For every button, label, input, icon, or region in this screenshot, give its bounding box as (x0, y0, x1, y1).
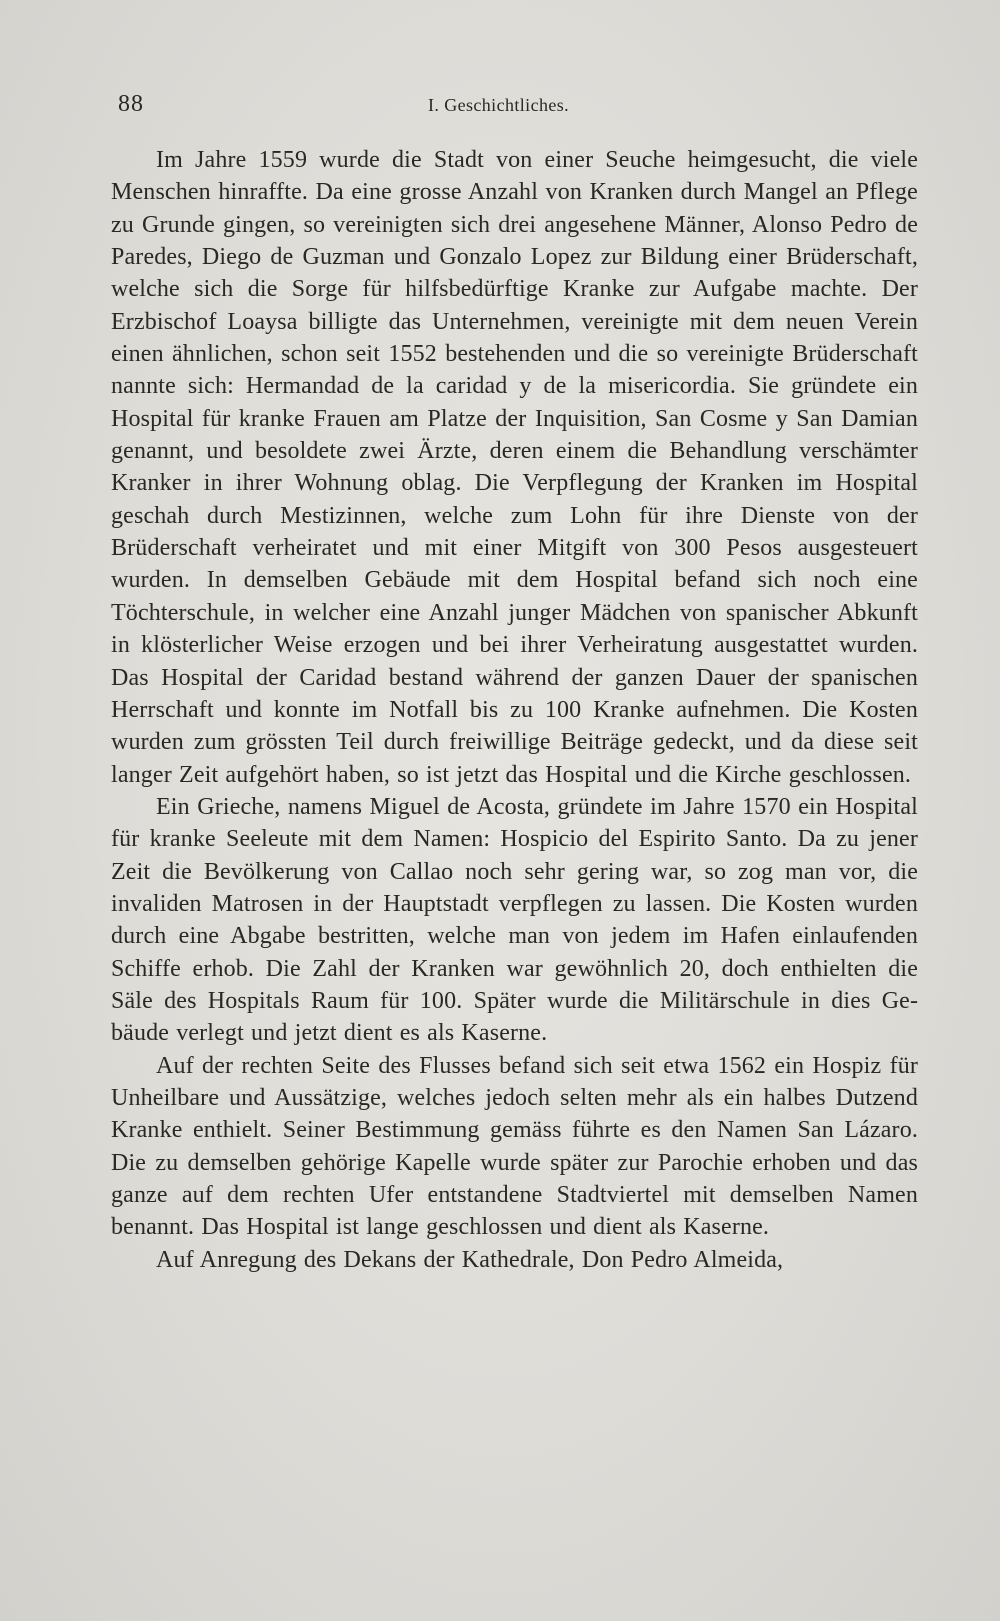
paragraph-hospicio-espirito-santo: Ein Grieche, namens Miguel de Acosta, gründete im Jahre 1570 ein Hospital für kranke Seeleute mit dem Namen: Hospicio del Espirito Santo. Da zu jener Zeit die Bevölkerung von Callao noch sehr gering war, so zog man vor, die invaliden Matrosen in der Hauptstadt verpflegen zu lassen. Die Kosten wurden durch eine Abgabe bestritten, welche man von jedem im Hafen einlaufenden Schiffe erhob. Die Zahl der Kranken war gewöhnlich 20, doch enthielten die Säle des Hospitals Raum für 100. Später wurde die Militärschule in dies Gebäude verlegt und jetzt dient es als Kaserne. (111, 793, 918, 1047)
page-header (0, 91, 1000, 125)
running-head: I. Geschichtliches. (428, 95, 570, 115)
page-number: 88 (118, 91, 144, 117)
paragraph-hospital-caridad: Im Jahre 1559 wurde die Stadt von einer Seuche heimgesucht, die viele Menschen hinraffte. Da eine grosse Anzahl von Kranken durch Mangel an Pflege zu Grunde gingen, so vereinigten sich drei angesehene Männer, Alonso Pedro de Paredes, Diego de Guzman und Gonzalo Lopez zur Bildung einer Brüderschaft, welche sich die Sorge für hilfsbedürftige Kranke zur Aufgabe machte. Der Erzbischof Loaysa billigte das Unternehmen, vereinigte mit dem neuen Verein einen ähnlichen, schon seit 1552 bestehenden und die so vereinigte Brüderschaft nannte sich: Hermandad de la caridad y de la misericordia. Sie gründete ein Hospital für kranke Frauen am Platze der Inquisition, San Cosme y San Damian genannt, und besoldete zwei Ärzte, deren einem die Behandlung verschämter Kranker in ihrer Wohnung oblag. Die Verpflegung der Kranken im Hospital geschah durch Mestizinnen, welche zum Lohn für ihre Dienste von der Brüderschaft verheiratet und mit einer Mitgift von 300 Pesos ausgesteuert wurden. In demselben Gebäude mit dem Hospital befand sich noch eine Töchterschule, in welcher eine Anzahl junger Mädchen von spanischer Abkunft in klösterlicher Weise erzogen und bei ihrer Verheiratung ausgestattet wurden. Das Hospital der Caridad bestand während der ganzen Dauer der spanischen Herrschaft und konnte im Notfall bis zu 100 Kranke aufnehmen. Die Kosten wurden zum grössten Teil durch freiwillige Beiträge gedeckt, und da diese seit langer Zeit aufgehört haben, so ist jetzt das Hospital und die Kirche geschlossen. (111, 147, 918, 788)
paragraph-san-lazaro: Auf der rechten Seite des Flusses befand sich seit etwa 1562 ein Hospiz für Unheilbare und Aussätzige, welches jedoch selten mehr als ein halbes Dutzend Kranke enthielt. Seiner Bestimmung gemäss führte es den Namen San Lázaro. Die zu demselben gehörige Kapelle wurde später zur Parochie erhoben und das ganze auf dem rechten Ufer entstandene Stadtviertel mit demselben Namen benannt. Das Hospital ist lange geschlossen und dient als Kaserne. (111, 1052, 918, 1241)
body-text (111, 144, 918, 1276)
paragraph-pedro-almeida: Auf Anregung des Dekans der Kathedrale, Don Pedro Almeida, (156, 1246, 784, 1273)
